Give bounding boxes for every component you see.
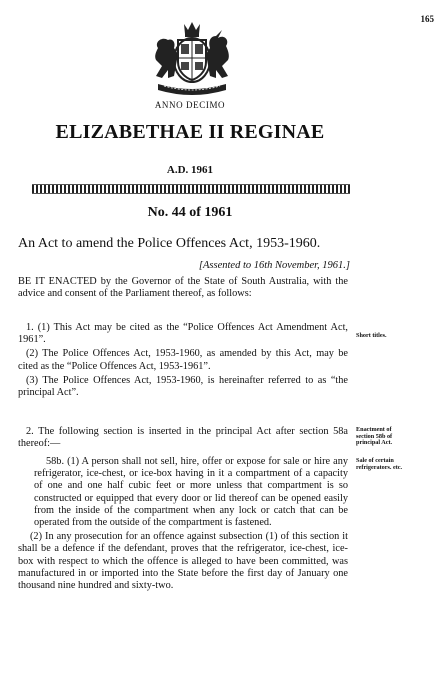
- royal-coat-of-arms-icon: [144, 18, 240, 98]
- enacting-clause: [18, 276, 348, 300]
- section-1-subsection-3: (3) The Police Offences Act, 1953-1960, is hereinafter referred to as “the principal Act”.: [18, 374, 348, 399]
- section-1-subsection-2: (2) The Police Offences Act, 1953-1960, as amended by this Act, may be cited as the “Police Offences Act, 1953-1961”.: [18, 348, 348, 372]
- section-58b-subsection-1: 58b. (1) A person shall not sell, hire, offer or expose for sale or hire any refrigerator, ice-chest, or ice-box having in it a compartment of a capacity of one and one half cubic feet or more unless that compartment is so constructed or equipped that every door or lid thereof can be opened easily from the inside of the compartment when any lock or catch that can be operated from the outside of the compartment is fastened.: [34, 456, 348, 529]
- act-number: No. 44 of 1961: [147, 205, 233, 220]
- margin-note-short-titles: Short titles.: [356, 332, 387, 339]
- section-2: [18, 426, 348, 450]
- page-number: 165: [420, 14, 434, 24]
- section-1: [18, 322, 348, 399]
- section-1-subsection-1: 1. (1) This Act may be cited as the “Police Offences Act Amendment Act, 1961”.: [18, 322, 348, 346]
- assent-date: [Assented to 16th November, 1961.]: [198, 260, 350, 271]
- anno-decimo: ANNO DECIMO: [154, 100, 226, 110]
- long-title: An Act to amend the Police Offences Act, 1953-1960.: [18, 236, 321, 251]
- section-2-text: 2. The following section is inserted in the principal Act after section 58a thereof:—: [18, 426, 348, 450]
- enacting-text: BE IT ENACTED by the Governor of the State of South Australia, with the advice and consent of the Parliament thereof, as follows:: [18, 276, 348, 300]
- decorative-rule: [32, 184, 350, 194]
- elizabethae-reginae-heading: ELIZABETHAE II REGINAE: [55, 121, 325, 143]
- year-ad: A.D. 1961: [166, 164, 214, 176]
- section-58b: [18, 456, 348, 592]
- margin-note-sale: Sale of certain refrigerators. etc.: [356, 457, 403, 471]
- section-58b-subsection-2: (2) In any prosecution for an offence against subsection (1) of this section it shall be a defence if the defendant, proves that the refrigerator, ice-chest, ice-box with respect to which the offence is alleged to have been committed, was manufactured in or imported into the State before the first day of January one thousand nine hundred and sixty-two.: [18, 531, 348, 592]
- margin-note-enactment: Enactment of section 58b of principal Act.: [356, 426, 393, 447]
